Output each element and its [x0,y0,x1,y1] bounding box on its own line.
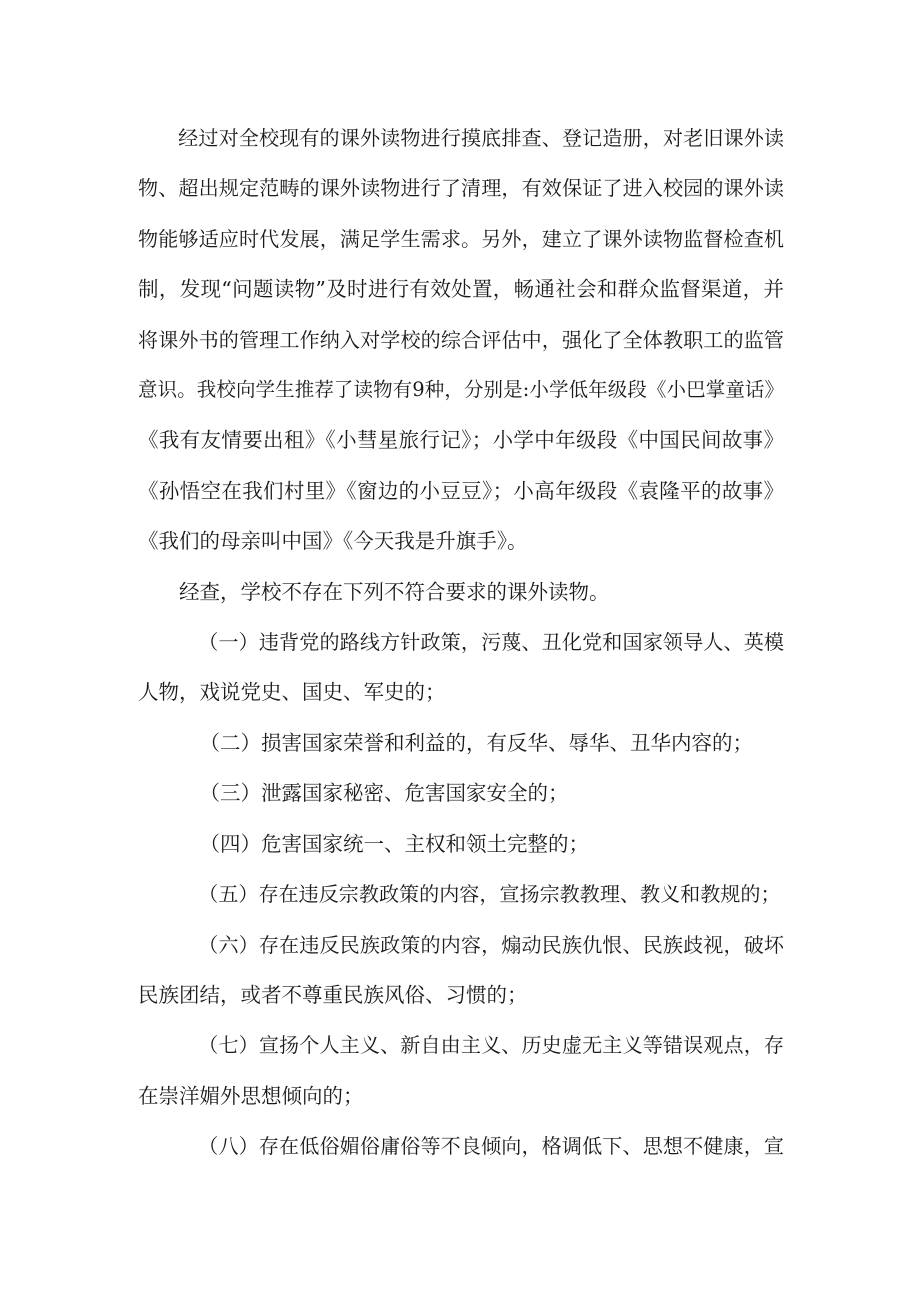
text-line: （四）危害国家统一、主权和领土完整的； [199,831,589,856]
paragraph-item4 [138,819,784,869]
paragraph-item7 [138,1020,784,1121]
text-line: 将课外书的管理工作纳入对学校的综合评估中，强化了全体教职工的监管 [138,327,784,352]
text-line: 《我有友情要出租》《小彗星旅行记》；小学中年级段《中国民间故事》 [138,428,784,453]
paragraph-item1 [138,617,784,718]
text-line: （三）泄露国家秘密、危害国家安全的； [199,781,569,806]
paragraph-item8 [138,1121,784,1171]
text-line: （六）存在违反民族政策的内容，煽动民族仇恨、民族歧视，破坏 [198,932,784,957]
paragraph-item6 [138,920,784,1021]
text-line: 意识。我校向学生推荐了读物有9种，分别是:小学低年级段《小巴掌童话》 [138,378,784,402]
paragraph-intro [138,113,784,567]
paragraph-item5 [138,869,784,919]
text-line: 在崇洋媚外思想倾向的； [138,1083,364,1108]
paragraph-item3 [138,768,784,818]
text-line: 人物，戏说党史、国史、军史的； [138,680,446,705]
paragraph-check [138,567,784,617]
document-body [138,113,784,1172]
text-line: 民族团结，或者不尊重民族风俗、习惯的； [138,982,528,1007]
text-line: （二）损害国家荣誉和利益的，有反华、辱华、丑华内容的； [199,730,753,755]
text-line: 物能够适应时代发展，满足学生需求。另外，建立了课外读物监督检查机 [138,226,784,251]
text-line: 经查，学校不存在下列不符合要求的课外读物。 [179,579,610,604]
text-line: （八）存在低俗媚俗庸俗等不良倾向，格调低下、思想不健康，宣 [198,1134,784,1159]
text-line: （一）违背党的路线方针政策，污蔑、丑化党和国家领导人、英模 [198,630,784,655]
text-line: （五）存在违反宗教政策的内容，宣扬宗教教理、教义和教规的； [198,882,781,907]
text-line: （七）宣扬个人主义、新自由主义、历史虚无主义等错误观点，存 [198,1033,784,1058]
text-line: 《孙悟空在我们村里》《窗边的小豆豆》；小高年级段《袁隆平的故事》 [138,478,784,503]
text-line: 《我们的母亲叫中国》《今天我是升旗手》。 [138,529,528,554]
text-line: 经过对全校现有的课外读物进行摸底排查、登记造册，对老旧课外读 [178,126,784,150]
paragraph-item2 [138,718,784,768]
text-line: 物、超出规定范畴的课外读物进行了清理，有效保证了进入校园的课外读 [138,176,784,201]
text-line: 制，发现“问题读物”及时进行有效处置，畅通社会和群众监督渠道，并 [138,277,784,302]
